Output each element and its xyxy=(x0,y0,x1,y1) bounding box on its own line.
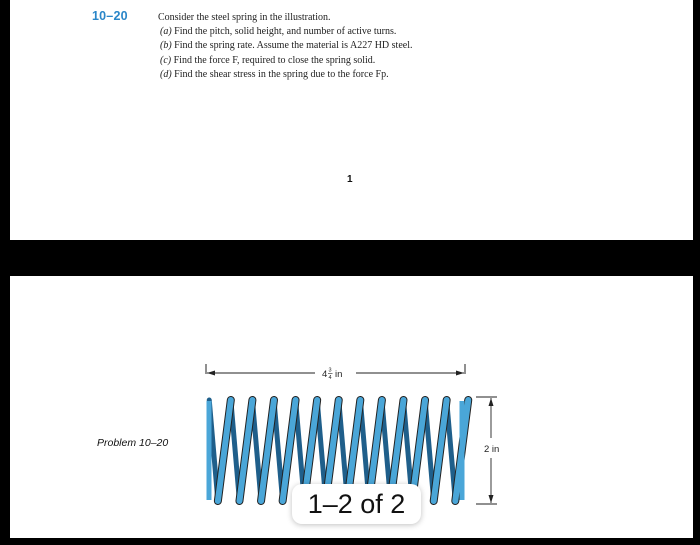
figure-caption: Problem 10–20 xyxy=(97,437,169,449)
problem-part-c xyxy=(158,54,412,68)
page-counter: 1–2 of 2 xyxy=(292,484,421,524)
part-c-label: (c) xyxy=(160,54,172,66)
length-dim-unit: in xyxy=(335,369,343,380)
part-b-text: Find the spring rate. Assume the material is A227 HD steel. xyxy=(174,40,413,52)
spring-front-stroke xyxy=(434,400,447,501)
length-dim-den: 4 xyxy=(328,375,332,381)
length-dim-whole: 4 xyxy=(322,369,328,380)
length-dim-num: 3 xyxy=(328,367,332,374)
problem-text xyxy=(158,11,412,82)
spring-front-stroke xyxy=(261,400,274,501)
part-b-label: (b) xyxy=(160,40,172,52)
part-d-label: (d) xyxy=(160,68,172,80)
height-dimension xyxy=(476,397,499,504)
page-2 xyxy=(10,276,693,538)
problem-part-b xyxy=(158,39,412,53)
part-c-text: Find the force F, required to close the spring solid. xyxy=(173,54,376,66)
problem-part-d xyxy=(158,68,412,82)
spring-front-stroke xyxy=(218,400,231,501)
length-dimension xyxy=(206,364,465,381)
page-number: 1 xyxy=(347,174,353,185)
height-dim-label: 2 in xyxy=(484,444,500,455)
page-1 xyxy=(10,0,693,240)
part-d-text: Find the shear stress in the spring due to the force Fp. xyxy=(174,68,389,80)
part-a-label: (a) xyxy=(160,26,172,38)
spring-front-stroke xyxy=(239,400,252,501)
problem-number: 10–20 xyxy=(92,9,128,23)
problem-part-a xyxy=(158,25,412,39)
part-a-text: Find the pitch, solid height, and number of active turns. xyxy=(174,26,397,38)
spring-front-stroke xyxy=(283,400,296,501)
problem-intro: Consider the steel spring in the illustration. xyxy=(158,12,331,23)
